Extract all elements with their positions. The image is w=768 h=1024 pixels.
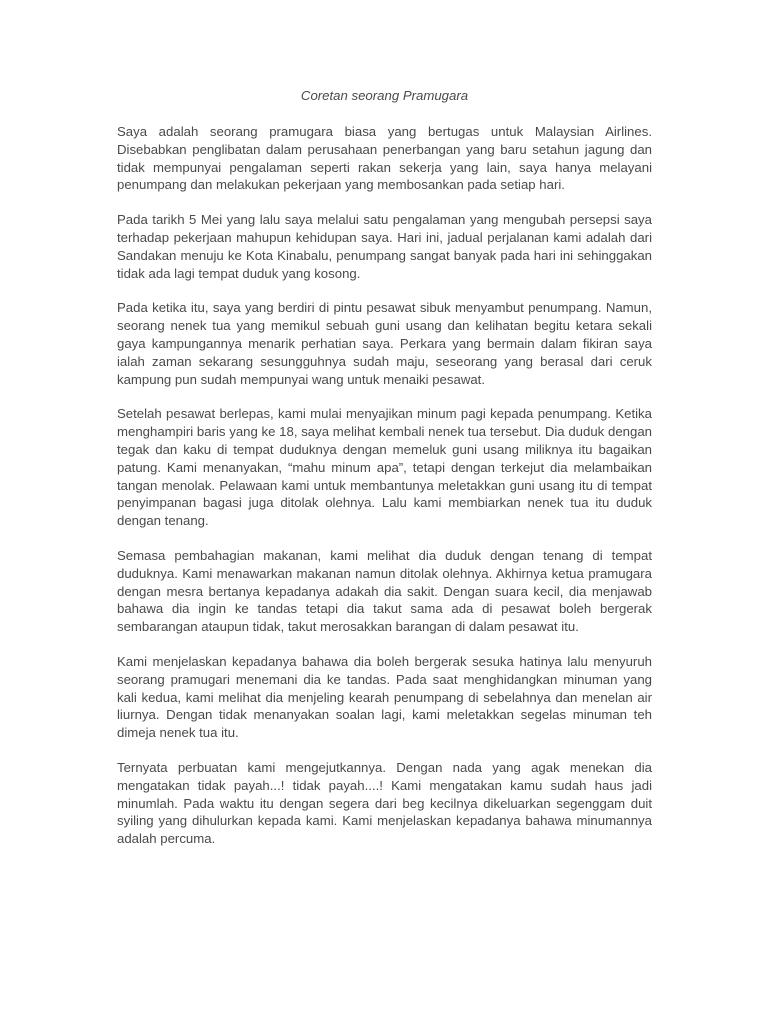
paragraph-7: Ternyata perbuatan kami mengejutkannya. Dengan nada yang agak menekan dia mengatakan tidak payah...! tidak payah....! Kami mengatakan kamu sudah haus jadi minumlah. Pada waktu itu dengan segera dari beg kecilnya dikeluarkan segenggam duit syiling yang dihulurkan kepada kami. Kami menjelaskan kepadanya bahawa minumannya adalah percuma. — [117, 759, 652, 847]
paragraph-6: Kami menjelaskan kepadanya bahawa dia boleh bergerak sesuka hatinya lalu menyuruh seorang pramugari menemani dia ke tandas. Pada saat menghidangkan minuman yang kali kedua, kami melihat dia menjeling kearah penumpang di sebelahnya dan menelan air liurnya. Dengan tidak menanyakan soalan lagi, kami meletakkan segelas minuman teh dimeja nenek tua itu. — [117, 653, 652, 741]
paragraph-1: Saya adalah seorang pramugara biasa yang bertugas untuk Malaysian Airlines. Disebabkan penglibatan dalam perusahaan penerbangan yang baru setahun jagung dan tidak mempunyai pengalaman seperti rakan sekerja yang lain, saya hanya melayani penumpang dan melakukan pekerjaan yang membosankan pada setiap hari. — [117, 124, 652, 193]
paragraph-2: Pada tarikh 5 Mei yang lalu saya melalui satu pengalaman yang mengubah persepsi saya terhadap pekerjaan mahupun kehidupan saya. Hari ini, jadual perjalanan kami adalah dari Sandakan menuju ke Kota Kinabalu, penumpang sangat banyak pada hari ini sehinggakan tidak ada lagi tempat duduk yang kosong. — [117, 212, 652, 281]
paragraph-4: Setelah pesawat berlepas, kami mulai menyajikan minum pagi kepada penumpang. Ketika menghampiri baris yang ke 18, saya melihat kembali nenek tua tersebut. Dia duduk dengan tegak dan kaku di tempat duduknya dengan memeluk guni usang miliknya itu bagaikan patung. Kami menanyakan, “mahu minum apa”, tetapi dengan terkejut dia melambaikan tangan menolak. Pelawaan kami untuk membantunya meletakkan guni usang itu di tempat penyimpanan bagasi juga ditolak olehnya. Lalu kami membiarkan nenek tua itu duduk dengan tenang. — [117, 406, 652, 529]
document-page — [117, 87, 652, 865]
paragraph-3: Pada ketika itu, saya yang berdiri di pintu pesawat sibuk menyambut penumpang. Namun, seorang nenek tua yang memikul sebuah guni usang dan kelihatan begitu ketara sekali gaya kampungannya menarik perhatian saya. Perkara yang bermain dalam fikiran saya ialah zaman sekarang sesungguhnya sudah maju, seseorang yang berasal dari ceruk kampung pun sudah mempunyai wang untuk menaiki pesawat. — [117, 300, 652, 387]
document-title: Coretan seorang Pramugara — [300, 88, 469, 103]
paragraph-5: Semasa pembahagian makanan, kami melihat dia duduk dengan tenang di tempat duduknya. Kami menawarkan makanan namun ditolak olehnya. Akhirnya ketua pramugara dengan mesra bertanya kepadanya adakah dia sakit. Dengan suara kecil, dia menjawab bahawa dia ingin ke tandas tetapi dia takut sama ada di pesawat boleh bergerak sembarangan ataupun tidak, takut merosakkan barangan di dalam pesawat itu. — [117, 547, 652, 635]
